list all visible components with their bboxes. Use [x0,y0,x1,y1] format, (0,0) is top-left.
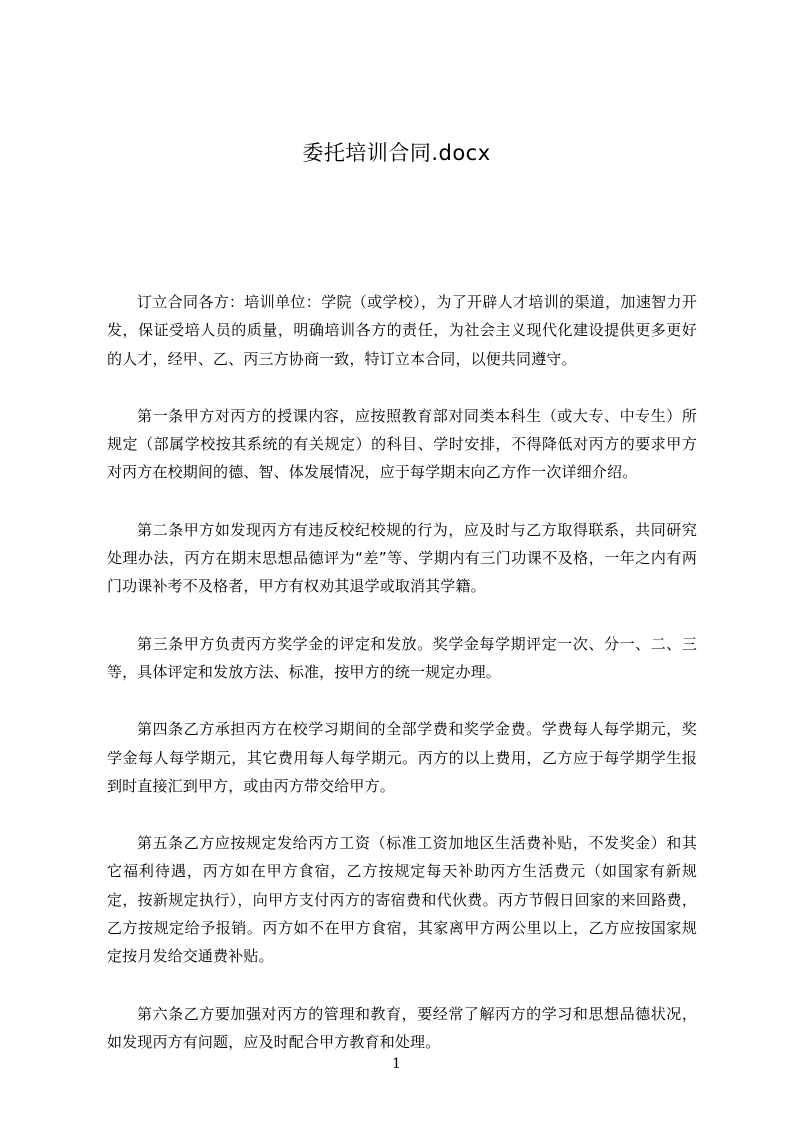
paragraph-article-6: 第六条乙方要加强对丙方的管理和教育，要经常了解丙方的学习和思想品德状况，如发现丙方有问题，应及时配合甲方教育和处理。 [107,1004,697,1051]
paragraph-article-1: 第一条甲方对丙方的授课内容，应按照教育部对同类本科生（或大专、中专生）所规定（部属学校按其系统的有关规定）的科目、学时安排，不得降低对丙方的要求甲方对丙方在校期间的德、智、体发展情况，应于每学期末向乙方作一次详细介绍。 [107,406,697,482]
paragraph-article-2: 第二条甲方如发现丙方有违反校纪校规的行为，应及时与乙方取得联系，共同研究处理办法，丙方在期末思想品德评为“差”等、学期内有三门功课不及格，一年之内有两门功课补考不及格者，甲方有权劝其退学或取消其学籍。 [107,520,697,596]
paragraph-article-5: 第五条乙方应按规定发给丙方工资（标准工资加地区生活费补贴，不发奖金）和其它福利待遇，丙方如在甲方食宿，乙方按规定每天补助丙方生活费元（如国家有新规定，按新规定执行），向甲方支付丙方的寄宿费和代伙费。丙方节假日回家的来回路费，乙方按规定给予报销。丙方如不在甲方食宿，其家离甲方两公里以上，乙方应按国家规定按月发给交通费补贴。 [107,834,697,966]
page-number: 1 [392,1056,401,1072]
paragraph-preamble: 订立合同各方：培训单位：学院（或学校），为了开辟人才培训的渠道，加速智力开发，保证受培人员的质量，明确培训各方的责任，为社会主义现代化建设提供更多更好的人才，经甲、乙、丙三方协商一致，特订立本合同，以便共同遵守。 [107,293,697,368]
paragraph-article-3: 第三条甲方负责丙方奖学金的评定和发放。奖学金每学期评定一次、分一、二、三等，具体评定和发放方法、标准，按甲方的统一规定办理。 [107,634,697,681]
document-title: 委托培训合同.docx [302,141,491,165]
paragraph-article-4: 第四条乙方承担丙方在校学习期间的全部学费和奖学金费。学费每人每学期元，奖学金每人每学期元，其它费用每人每学期元。丙方的以上费用，乙方应于每学期学生报到时直接汇到甲方，或由丙方带交给甲方。 [107,720,697,795]
document-body [107,288,697,1085]
